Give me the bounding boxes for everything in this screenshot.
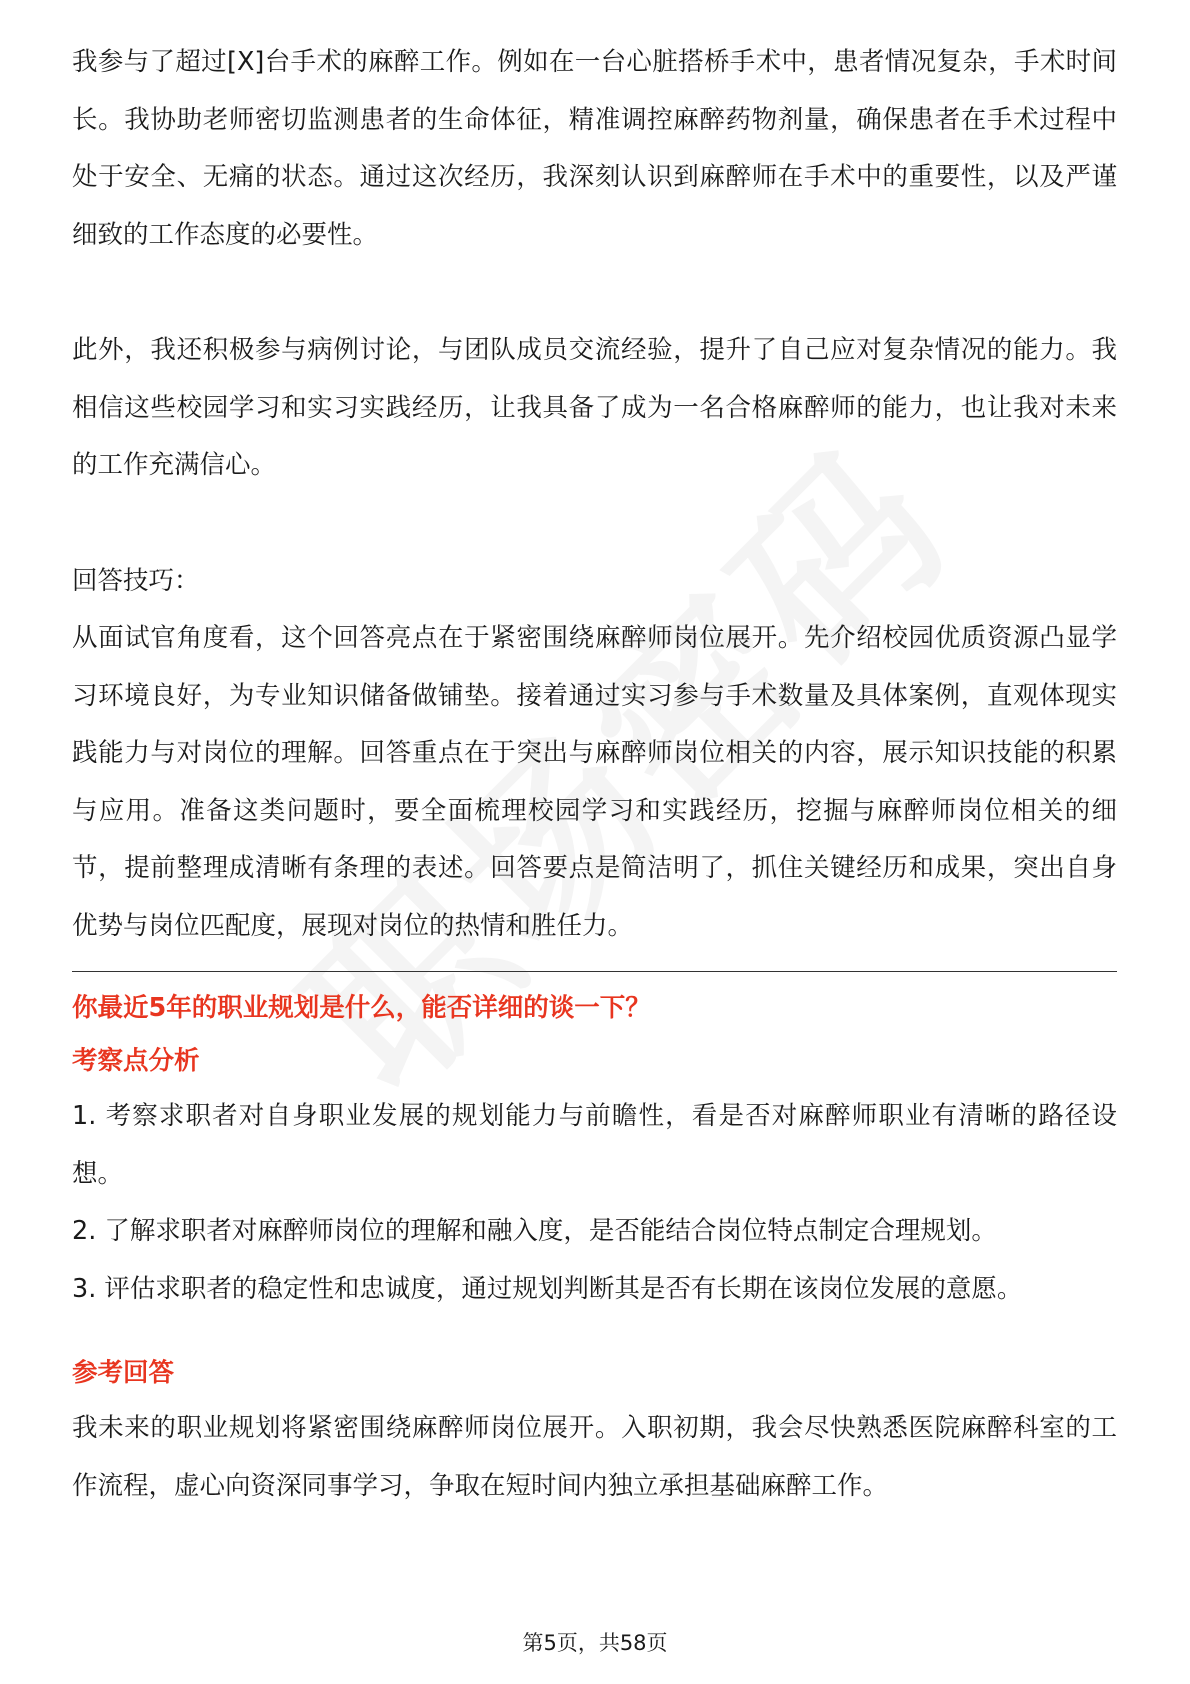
analysis-item-3: 3. 评估求职者的稳定性和忠诚度，通过规划判断其是否有长期在该岗位发展的意愿。: [72, 1273, 1023, 1304]
reference-paragraph: 我未来的职业规划将紧密围绕麻醉师岗位展开。入职初期，我会尽快熟悉医院麻醉科室的工作流程，虚心向资深同事学习，争取在短时间内独立承担基础麻醉工作。: [72, 1413, 1117, 1501]
analysis-item-1: 1. 考察求职者对自身职业发展的规划能力与前瞻性，看是否对麻醉师职业有清晰的路径设想。: [72, 1101, 1117, 1189]
document-body: [72, 34, 1117, 1515]
section-divider: [72, 971, 1117, 972]
intro-paragraph-1: 我参与了超过[X]台手术的麻醉工作。例如在一台心脏搭桥手术中，患者情况复杂，手术时间长。我协助老师密切监测患者的生命体征，精准调控麻醉药物剂量，确保患者在手术过程中处于安全、无痛的状态。通过这次经历，我深刻认识到麻醉师在手术中的重要性，以及严谨细致的工作态度的必要性。: [72, 47, 1117, 250]
question-heading: 你最近5年的职业规划是什么，能否详细的谈一下？: [72, 993, 651, 1023]
tips-label: 回答技巧：: [72, 565, 200, 596]
analysis-title: 考察点分析: [72, 1046, 200, 1076]
intro-paragraph-2: 此外，我还积极参与病例讨论，与团队成员交流经验，提升了自己应对复杂情况的能力。我相信这些校园学习和实习实践经历，让我具备了成为一名合格麻醉师的能力，也让我对未来的工作充满信心。: [72, 335, 1117, 480]
page-footer: 第5页，共58页: [522, 1631, 668, 1655]
analysis-item-2: 2. 了解求职者对麻醉师岗位的理解和融入度，是否能结合岗位特点制定合理规划。: [72, 1216, 997, 1246]
tips-paragraph: 从面试官角度看，这个回答亮点在于紧密围绕麻醉师岗位展开。先介绍校园优质资源凸显学习环境良好，为专业知识储备做铺垫。接着通过实习参与手术数量及具体案例，直观体现实践能力与对岗位的理解。回答重点在于突出与麻醉师岗位相关的内容，展示知识技能的积累与应用。准备这类问题时，要全面梳理校园学习和实践经历，挖掘与麻醉师岗位相关的细节，提前整理成清晰有条理的表述。回答要点是简洁明了，抓住关键经历和成果，突出自身优势与岗位匹配度，展现对岗位的热情和胜任力。: [72, 623, 1117, 941]
reference-title: 参考回答: [72, 1358, 175, 1388]
